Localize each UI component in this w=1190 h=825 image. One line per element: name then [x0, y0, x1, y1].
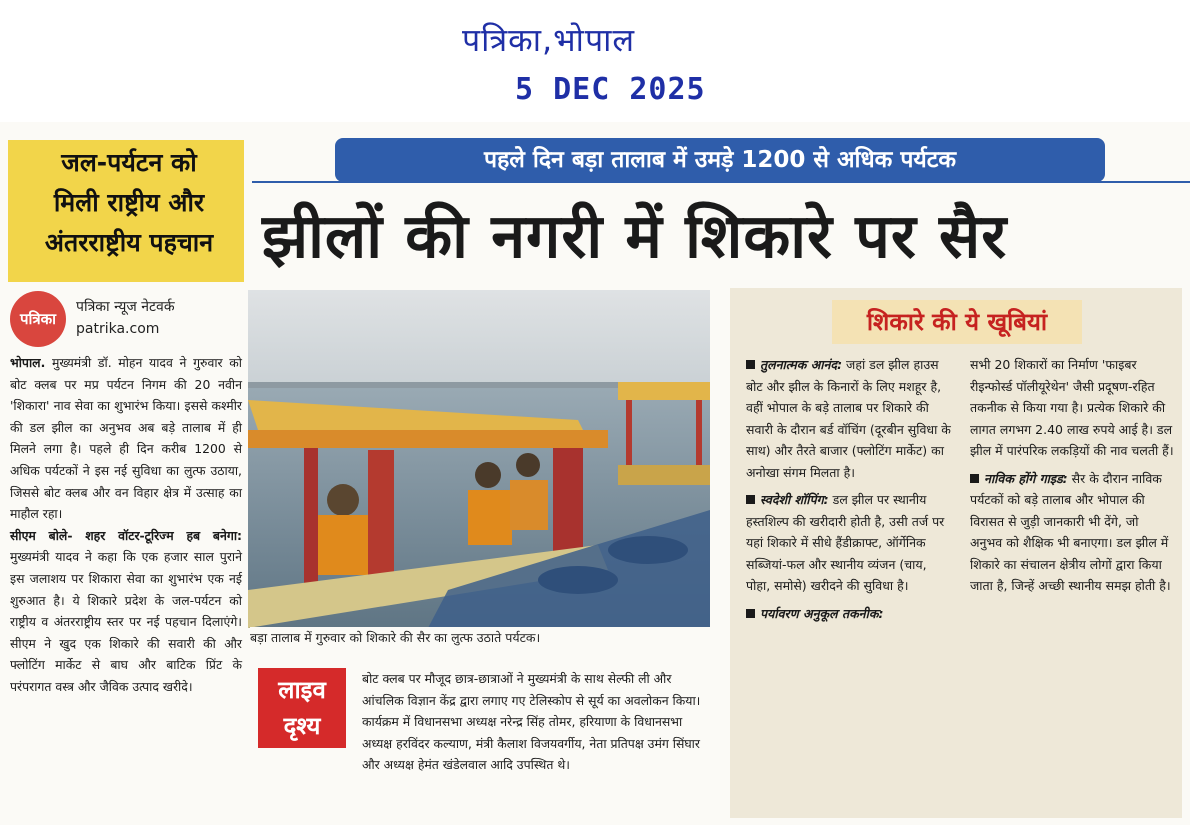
feature-heading: तुलनात्मक आनंद: [760, 357, 843, 372]
bullet-icon [746, 609, 755, 618]
dateline: भोपाल. [10, 355, 46, 370]
feature-item [746, 354, 954, 483]
live-label-line: लाइव [278, 676, 326, 704]
sidebar-headline-line: अंतरराष्ट्रीय पहचान [44, 228, 214, 257]
features-column-2 [970, 354, 1174, 597]
photo-caption: बड़ा तालाब में गुरुवार को शिकारे की सैर का लुत्फ उठाते पर्यटक। [250, 627, 710, 649]
feature-heading: पर्यावरण अनुकूल तकनीक: [760, 605, 884, 621]
live-scene-label [258, 668, 346, 748]
main-headline: झीलों की नगरी में शिकारे पर सैर [262, 201, 1008, 272]
live-label-line: दृश्य [283, 712, 321, 740]
feature-text: सैर के दौरान नाविक पर्यटकों को बड़े तालाब और भोपाल की विरासत से जुड़ी जानकारी भी देंगे, जो अनुभव को शैक्षिक भी बनाएगा। डल झील में शिकारे का संचालन क्षेत्रीय लोगों द्वारा किया जाता है, जिन्हें अच्छी स्थानीय समझ होती है। [970, 470, 1171, 593]
features-column-1 [746, 354, 954, 624]
stamp-date: 5 DEC 2025 [515, 72, 706, 107]
patrika-logo: पत्रिका [10, 291, 66, 347]
shikara-photo [248, 290, 710, 628]
feature-text-continued: सभी 20 शिकारों का निर्माण 'फाइबर रीइन्फोर्स्ड पॉलीयूरेथेन' जैसी प्रदूषण-रहित तकनीक से किया गया है। प्रत्येक शिकारे की लागत लगभग 2.40 लाख रुपये आई है। डल झील में पारंपरिक लकड़ियों की नाव चलती हैं। [970, 357, 1174, 458]
feature-heading: स्वदेशी शॉपिंग: [760, 492, 829, 507]
site-name: patrika.com [76, 321, 160, 337]
feature-text: जहां डल झील हाउस बोट और झील के किनारों के लिए मशहूर है, वहीं भोपाल के बड़े तालाब पर शिकारे की सवारी के दौरान बर्ड वॉचिंग (दूरबीन सुविधा के साथ) और तैरते बाजार (फ्लोटिंग मार्केट) का अनोखा संगम मिलता है। [746, 357, 951, 480]
feature-heading: नाविक होंगे गाइड: [984, 470, 1068, 486]
feature-item [746, 603, 954, 625]
article-paragraph: मुख्यमंत्री डॉ. मोहन यादव ने गुरुवार को बोट क्लब पर मप्र पर्यटन निगम की 20 नवीन 'शिकारा' नाव सेवा का शुभारंभ किया। इससे कश्मीर की डल झील का अनुभव अब बड़े तालाब में ही मिलने लगा है। पहले ही दिन करीब 1200 से अधिक पर्यटकों ने इस नई सुविधा का लुत्फ उठाया, जिससे बोट क्लब और वन विहार क्षेत्र में उत्साह का माहौल रहा। [10, 355, 242, 522]
sidebar-headline-line: मिली राष्ट्रीय और [53, 188, 205, 217]
kicker-banner: पहले दिन बड़ा तालाब में उमड़े 1200 से अधिक पर्यटक [335, 138, 1105, 182]
feature-item [970, 468, 1174, 597]
divider [252, 181, 1190, 183]
sidebar-article-body [10, 352, 242, 698]
bullet-icon [970, 474, 979, 483]
sidebar-headline [14, 143, 244, 263]
article-paragraph: मुख्यमंत्री यादव ने कहा कि एक हजार साल पुराने इस जलाशय पर शिकारा सेवा का शुभारंभ एक नई शुरुआत है। ये शिकारे प्रदेश के जल-पर्यटन को राष्ट्रीय व अंतरराष्ट्रीय स्तर पर नई पहचान दिलाएंगे। सीएम ने खुद एक शिकारे की सवारी की और फ्लोटिंग मार्केट से बाघ और बाटिक प्रिंट के परंपरागत वस्त्र और जैविक उत्पाद खरीदे। [10, 549, 242, 694]
article-subhead: सीएम बोले- शहर वॉटर-टूरिज्म हब बनेगा: [10, 527, 242, 543]
shikara-photo-illustration [248, 290, 710, 628]
byline: पत्रिका न्यूज नेटवर्क [76, 299, 175, 315]
live-scene-text: बोट क्लब पर मौजूद छात्र-छात्राओं ने मुख्यमंत्री के साथ सेल्फी ली और आंचलिक विज्ञान केंद्र द्वारा लगाए गए टेलिस्कोप से सूर्य का अवलोकन किया। कार्यक्रम में विधानसभा अध्यक्ष नरेन्द्र सिंह तोमर, हरियाणा के विधानसभा अध्यक्ष हरविंदर कल्याण, मंत्री कैलाश विजयवर्गीय, नेता प्रतिपक्ष उमंग सिंघार और अध्यक्ष हेमंत खंडेलवाल आदि उपस्थित थे। [362, 671, 701, 772]
sidebar-headline-line: जल-पर्यटन को [61, 148, 197, 177]
stamp-paper-name: पत्रिका,भोपाल [462, 21, 636, 59]
bullet-icon [746, 495, 755, 504]
feature-text: डल झील पर स्थानीय हस्तशिल्प की खरीदारी होती है, उसी तर्ज पर यहां शिकारे में सीधे हैंडीक्राफ्ट, ऑर्गेनिक सब्जियां-फल और स्थानीय व्यंजन (चाय, पोहा, समोसे) खरीदने की सुविधा है। [746, 492, 945, 593]
feature-item [746, 489, 954, 597]
bullet-icon [746, 360, 755, 369]
features-title: शिकारे की ये खूबियां [832, 300, 1082, 344]
